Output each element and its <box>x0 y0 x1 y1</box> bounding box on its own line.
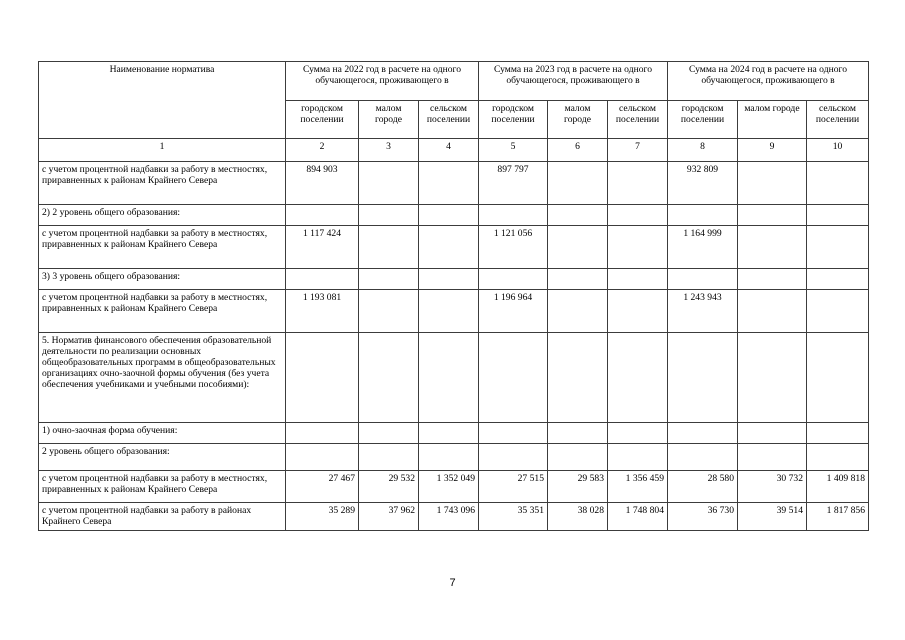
value-cell <box>359 226 419 269</box>
column-number: 8 <box>668 139 738 162</box>
value-cell <box>548 444 608 471</box>
row-label: 2 уровень общего образования: <box>39 444 286 471</box>
row-label: 5. Норматив финансового обеспечения образовательной деятельности по реализации основных общеобразовательных программ в общеобразовательных организациях очно-заочной формы обучения (без учета обеспечения учебниками и учебными пособиями): <box>39 333 286 423</box>
value-cell <box>738 226 807 269</box>
value-cell: 27 467 <box>286 471 359 503</box>
value-cell <box>668 333 738 423</box>
value-cell <box>286 333 359 423</box>
value-cell <box>479 333 548 423</box>
value-cell <box>608 290 668 333</box>
value-cell <box>738 423 807 444</box>
value-cell <box>548 226 608 269</box>
value-cell <box>548 333 608 423</box>
header-year-2023: Сумма на 2023 год в расчете на одного обучающегося, проживающего в <box>479 62 668 101</box>
header-row-years <box>39 62 869 101</box>
value-cell <box>807 162 869 205</box>
header-year-2024: Сумма на 2024 год в расчете на одного обучающегося, проживающего в <box>668 62 869 101</box>
value-cell <box>286 423 359 444</box>
value-cell <box>286 205 359 226</box>
row-label: с учетом процентной надбавки за работу в местностях, приравненных к районам Крайнего Севера <box>39 162 286 205</box>
value-cell: 932 809 <box>668 162 738 205</box>
value-cell <box>668 269 738 290</box>
value-cell <box>359 269 419 290</box>
header-year-2022: Сумма на 2022 год в расчете на одного обучающегося, проживающего в <box>286 62 479 101</box>
value-cell <box>419 423 479 444</box>
value-cell <box>668 423 738 444</box>
value-cell <box>359 205 419 226</box>
value-cell <box>738 444 807 471</box>
column-number: 5 <box>479 139 548 162</box>
value-cell <box>419 269 479 290</box>
value-cell <box>738 290 807 333</box>
row-label: 2) 2 уровень общего образования: <box>39 205 286 226</box>
value-cell: 1 409 818 <box>807 471 869 503</box>
value-cell <box>419 205 479 226</box>
header-rural: сельском поселении <box>419 101 479 139</box>
value-cell: 1 117 424 <box>286 226 359 269</box>
table-row <box>39 333 869 423</box>
column-number: 1 <box>39 139 286 162</box>
row-label: с учетом процентной надбавки за работу в районах Крайнего Севера <box>39 503 286 531</box>
value-cell <box>608 269 668 290</box>
value-cell: 1 743 096 <box>419 503 479 531</box>
value-cell <box>738 269 807 290</box>
row-label: с учетом процентной надбавки за работу в местностях, приравненных к районам Крайнего Севера <box>39 290 286 333</box>
table-row <box>39 471 869 503</box>
row-label: с учетом процентной надбавки за работу в местностях, приравненных к районам Крайнего Севера <box>39 226 286 269</box>
value-cell: 1 748 804 <box>608 503 668 531</box>
value-cell: 28 580 <box>668 471 738 503</box>
value-cell <box>807 423 869 444</box>
value-cell <box>359 162 419 205</box>
value-cell <box>608 423 668 444</box>
table-row <box>39 503 869 531</box>
value-cell <box>738 205 807 226</box>
column-number: 9 <box>738 139 807 162</box>
table-row <box>39 162 869 205</box>
value-cell: 894 903 <box>286 162 359 205</box>
value-cell: 1 356 459 <box>608 471 668 503</box>
value-cell: 1 196 964 <box>479 290 548 333</box>
value-cell <box>548 290 608 333</box>
header-name-column: Наименование норматива <box>39 62 286 139</box>
value-cell <box>359 444 419 471</box>
value-cell: 35 351 <box>479 503 548 531</box>
value-cell <box>548 162 608 205</box>
value-cell: 897 797 <box>479 162 548 205</box>
table-row <box>39 269 869 290</box>
table-row <box>39 205 869 226</box>
header-row-numbers <box>39 139 869 162</box>
value-cell: 1 817 856 <box>807 503 869 531</box>
value-cell <box>479 444 548 471</box>
row-label: 3) 3 уровень общего образования: <box>39 269 286 290</box>
value-cell: 35 289 <box>286 503 359 531</box>
value-cell <box>419 333 479 423</box>
header-small-town: малом городе <box>359 101 419 139</box>
value-cell <box>479 205 548 226</box>
value-cell <box>608 205 668 226</box>
value-cell <box>807 444 869 471</box>
value-cell <box>608 162 668 205</box>
header-rural: сельском поселении <box>807 101 869 139</box>
value-cell: 1 352 049 <box>419 471 479 503</box>
value-cell <box>608 444 668 471</box>
row-label: с учетом процентной надбавки за работу в местностях, приравненных к районам Крайнего Севера <box>39 471 286 503</box>
header-small-town: малом городе <box>548 101 608 139</box>
value-cell <box>419 162 479 205</box>
value-cell <box>359 423 419 444</box>
table-row <box>39 290 869 333</box>
header-urban: городском поселении <box>668 101 738 139</box>
value-cell <box>738 333 807 423</box>
value-cell <box>548 269 608 290</box>
table-row <box>39 444 869 471</box>
column-number: 6 <box>548 139 608 162</box>
value-cell <box>807 205 869 226</box>
table-row <box>39 423 869 444</box>
value-cell <box>419 290 479 333</box>
value-cell <box>608 226 668 269</box>
value-cell <box>668 205 738 226</box>
row-label: 1) очно-заочная форма обучения: <box>39 423 286 444</box>
value-cell: 36 730 <box>668 503 738 531</box>
value-cell <box>807 333 869 423</box>
value-cell <box>419 226 479 269</box>
value-cell <box>286 444 359 471</box>
column-number: 10 <box>807 139 869 162</box>
value-cell <box>359 290 419 333</box>
header-urban: городском поселении <box>479 101 548 139</box>
column-number: 2 <box>286 139 359 162</box>
header-rural: сельском поселении <box>608 101 668 139</box>
value-cell <box>807 269 869 290</box>
value-cell: 37 962 <box>359 503 419 531</box>
column-number: 7 <box>608 139 668 162</box>
value-cell: 1 164 999 <box>668 226 738 269</box>
column-number: 3 <box>359 139 419 162</box>
page-number: 7 <box>449 577 456 589</box>
value-cell <box>479 423 548 444</box>
value-cell <box>548 205 608 226</box>
value-cell <box>738 162 807 205</box>
value-cell <box>668 444 738 471</box>
table-row <box>39 226 869 269</box>
value-cell <box>807 290 869 333</box>
table-body <box>39 62 869 531</box>
value-cell: 30 732 <box>738 471 807 503</box>
value-cell <box>548 423 608 444</box>
header-urban: городском поселении <box>286 101 359 139</box>
value-cell: 1 243 943 <box>668 290 738 333</box>
value-cell <box>286 269 359 290</box>
normatives-table <box>38 61 869 531</box>
value-cell: 29 583 <box>548 471 608 503</box>
value-cell <box>359 333 419 423</box>
value-cell <box>479 269 548 290</box>
column-number: 4 <box>419 139 479 162</box>
value-cell: 39 514 <box>738 503 807 531</box>
value-cell: 1 193 081 <box>286 290 359 333</box>
value-cell <box>807 226 869 269</box>
value-cell: 38 028 <box>548 503 608 531</box>
value-cell <box>419 444 479 471</box>
value-cell <box>608 333 668 423</box>
header-small-town: малом городе <box>738 101 807 139</box>
value-cell: 1 121 056 <box>479 226 548 269</box>
value-cell: 27 515 <box>479 471 548 503</box>
value-cell: 29 532 <box>359 471 419 503</box>
